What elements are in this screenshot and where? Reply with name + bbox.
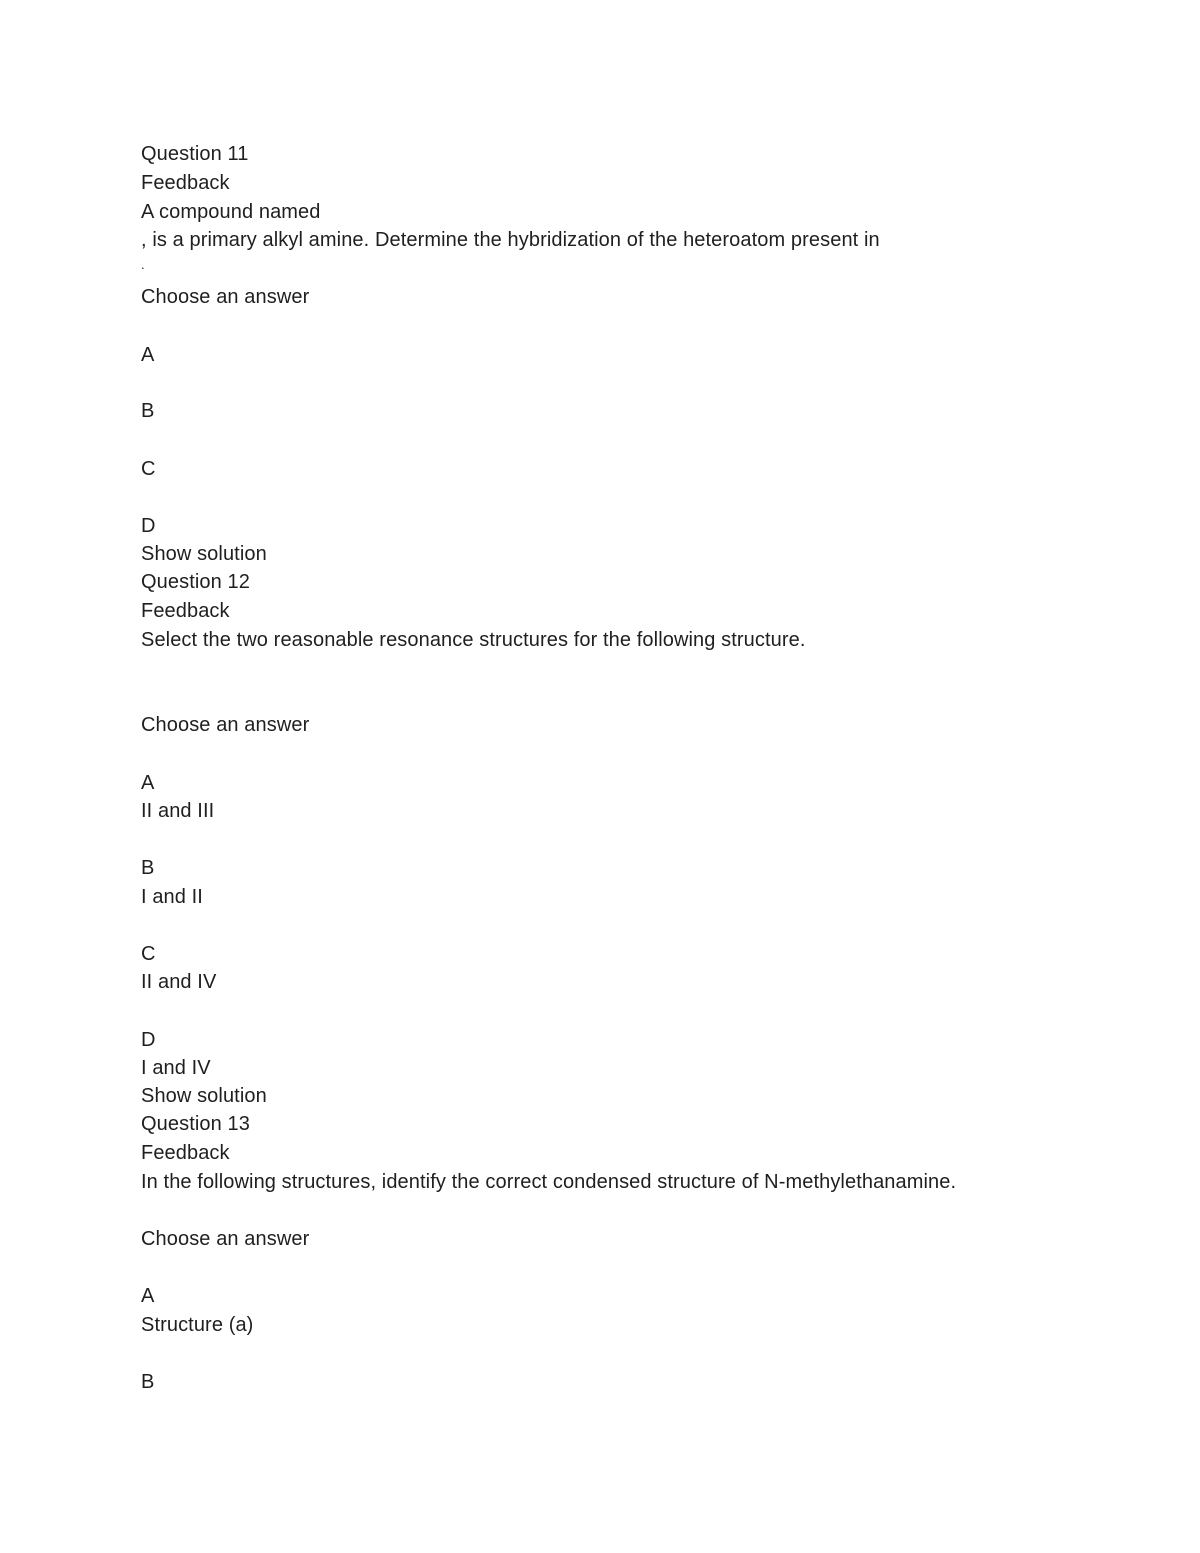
question-12-title: Question 12 [141,571,250,593]
question-12-feedback-link[interactable]: Feedback [141,600,230,622]
question-12-text: Select the two reasonable resonance structures for the following structure. [141,629,806,651]
question-11-option-b[interactable]: B [141,400,155,422]
question-11-prompt: Choose an answer [141,286,310,308]
question-12-prompt: Choose an answer [141,714,310,736]
question-12-option-c-letter[interactable]: C [141,943,156,965]
question-11-option-d[interactable]: D [141,515,156,537]
question-11-option-a[interactable]: A [141,344,155,366]
question-13-title: Question 13 [141,1113,250,1135]
question-13-text: In the following structures, identify the correct condensed structure of N-methylethanamine. [141,1171,957,1193]
question-12-option-d-answer[interactable]: I and IV [141,1057,211,1079]
question-13-option-a-letter[interactable]: A [141,1285,155,1307]
question-13-feedback-link[interactable]: Feedback [141,1142,230,1164]
question-13-prompt: Choose an answer [141,1228,310,1250]
question-11-option-c[interactable]: C [141,458,156,480]
question-11-title: Question 11 [141,143,249,165]
question-11-text-line-3: . [141,257,145,272]
question-12-option-a-letter[interactable]: A [141,772,155,794]
question-11-text-line-1: A compound named [141,201,321,223]
question-11-text-line-2: , is a primary alkyl amine. Determine the hybridization of the heteroatom present in [141,229,880,251]
question-12-option-b-letter[interactable]: B [141,857,155,879]
question-11-feedback-link[interactable]: Feedback [141,172,230,194]
question-12-option-b-answer[interactable]: I and II [141,886,203,908]
question-12-option-d-letter[interactable]: D [141,1029,156,1051]
question-13-option-a-answer[interactable]: Structure (a) [141,1314,254,1336]
question-13-option-b-letter[interactable]: B [141,1371,155,1393]
question-12-option-a-answer[interactable]: II and III [141,800,215,822]
question-12-show-solution-link[interactable]: Show solution [141,1085,267,1107]
question-12-option-c-answer[interactable]: II and IV [141,971,217,993]
question-11-show-solution-link[interactable]: Show solution [141,543,267,565]
